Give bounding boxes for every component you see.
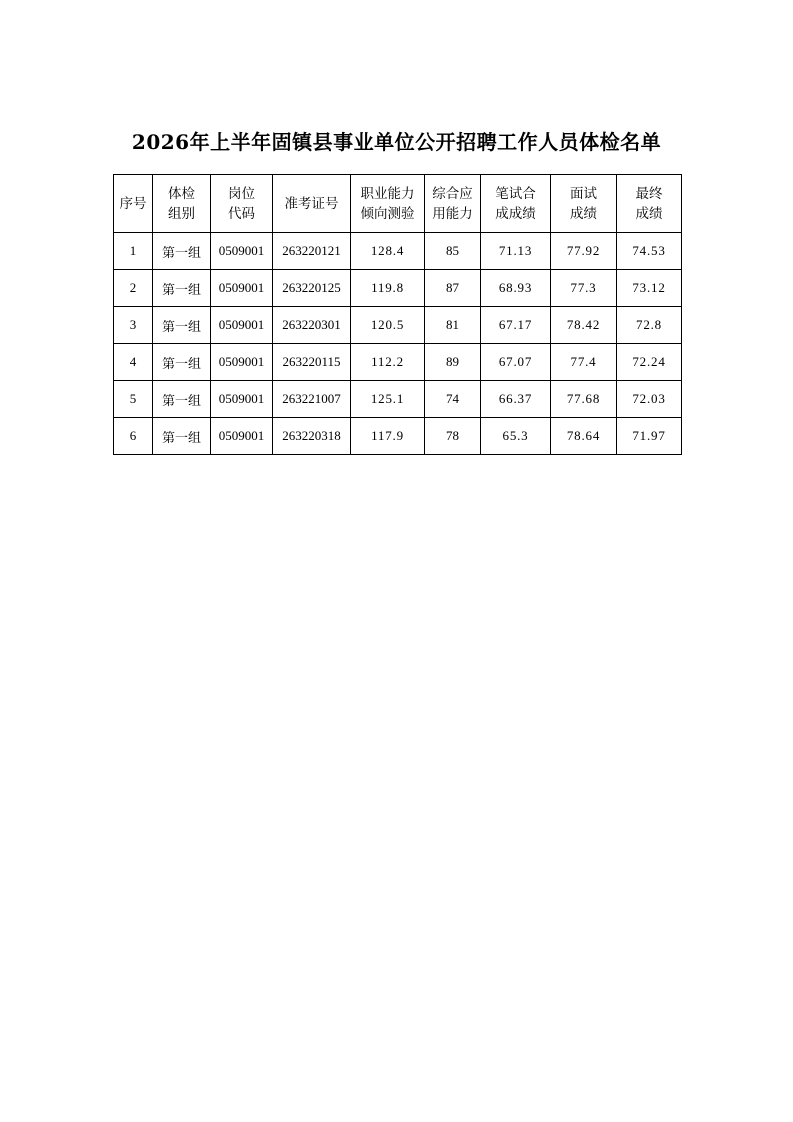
cell-ticket-number: 263221007 xyxy=(273,381,351,418)
cell-post-code: 0509001 xyxy=(211,418,273,455)
cell-seq: 4 xyxy=(114,344,153,381)
header-aptitude-test: 职业能力 倾向测验 xyxy=(351,175,425,233)
cell-group: 第一组 xyxy=(153,307,211,344)
cell-applied: 81 xyxy=(425,307,481,344)
header-ticket-number: 准考证号 xyxy=(273,175,351,233)
cell-applied: 89 xyxy=(425,344,481,381)
table-row xyxy=(114,381,682,418)
cell-seq: 3 xyxy=(114,307,153,344)
table-header-row xyxy=(114,175,682,233)
cell-applied: 85 xyxy=(425,233,481,270)
cell-written: 71.13 xyxy=(481,233,551,270)
header-written-score: 笔试合 成成绩 xyxy=(481,175,551,233)
table-row xyxy=(114,307,682,344)
cell-aptitude: 128.4 xyxy=(351,233,425,270)
table-row xyxy=(114,344,682,381)
cell-interview: 77.68 xyxy=(551,381,617,418)
cell-group: 第一组 xyxy=(153,344,211,381)
cell-aptitude: 112.2 xyxy=(351,344,425,381)
cell-final: 72.24 xyxy=(617,344,682,381)
cell-post-code: 0509001 xyxy=(211,270,273,307)
header-interview-score: 面试 成绩 xyxy=(551,175,617,233)
cell-interview: 77.3 xyxy=(551,270,617,307)
header-seq: 序号 xyxy=(114,175,153,233)
cell-seq: 2 xyxy=(114,270,153,307)
cell-final: 71.97 xyxy=(617,418,682,455)
cell-applied: 74 xyxy=(425,381,481,418)
cell-written: 65.3 xyxy=(481,418,551,455)
cell-ticket-number: 263220125 xyxy=(273,270,351,307)
header-applied-ability: 综合应 用能力 xyxy=(425,175,481,233)
cell-ticket-number: 263220318 xyxy=(273,418,351,455)
table-row xyxy=(114,418,682,455)
cell-group: 第一组 xyxy=(153,381,211,418)
cell-group: 第一组 xyxy=(153,270,211,307)
cell-post-code: 0509001 xyxy=(211,344,273,381)
page-title: 2026年上半年固镇县事业单位公开招聘工作人员体检名单 xyxy=(131,130,662,154)
cell-group: 第一组 xyxy=(153,233,211,270)
cell-written: 66.37 xyxy=(481,381,551,418)
cell-final: 72.8 xyxy=(617,307,682,344)
cell-applied: 87 xyxy=(425,270,481,307)
cell-final: 74.53 xyxy=(617,233,682,270)
table-row xyxy=(114,233,682,270)
cell-seq: 6 xyxy=(114,418,153,455)
table-row xyxy=(114,270,682,307)
cell-final: 73.12 xyxy=(617,270,682,307)
cell-applied: 78 xyxy=(425,418,481,455)
header-final-score: 最终 成绩 xyxy=(617,175,682,233)
header-exam-group: 体检 组别 xyxy=(153,175,211,233)
cell-ticket-number: 263220115 xyxy=(273,344,351,381)
cell-written: 67.07 xyxy=(481,344,551,381)
cell-post-code: 0509001 xyxy=(211,233,273,270)
cell-written: 68.93 xyxy=(481,270,551,307)
cell-aptitude: 125.1 xyxy=(351,381,425,418)
cell-seq: 1 xyxy=(114,233,153,270)
cell-seq: 5 xyxy=(114,381,153,418)
cell-interview: 77.92 xyxy=(551,233,617,270)
header-post-code: 岗位 代码 xyxy=(211,175,273,233)
cell-interview: 78.42 xyxy=(551,307,617,344)
cell-interview: 78.64 xyxy=(551,418,617,455)
cell-written: 67.17 xyxy=(481,307,551,344)
cell-ticket-number: 263220301 xyxy=(273,307,351,344)
cell-ticket-number: 263220121 xyxy=(273,233,351,270)
exam-roster-table xyxy=(113,174,682,455)
cell-group: 第一组 xyxy=(153,418,211,455)
cell-aptitude: 119.8 xyxy=(351,270,425,307)
cell-post-code: 0509001 xyxy=(211,381,273,418)
cell-post-code: 0509001 xyxy=(211,307,273,344)
cell-interview: 77.4 xyxy=(551,344,617,381)
cell-final: 72.03 xyxy=(617,381,682,418)
cell-aptitude: 120.5 xyxy=(351,307,425,344)
cell-aptitude: 117.9 xyxy=(351,418,425,455)
